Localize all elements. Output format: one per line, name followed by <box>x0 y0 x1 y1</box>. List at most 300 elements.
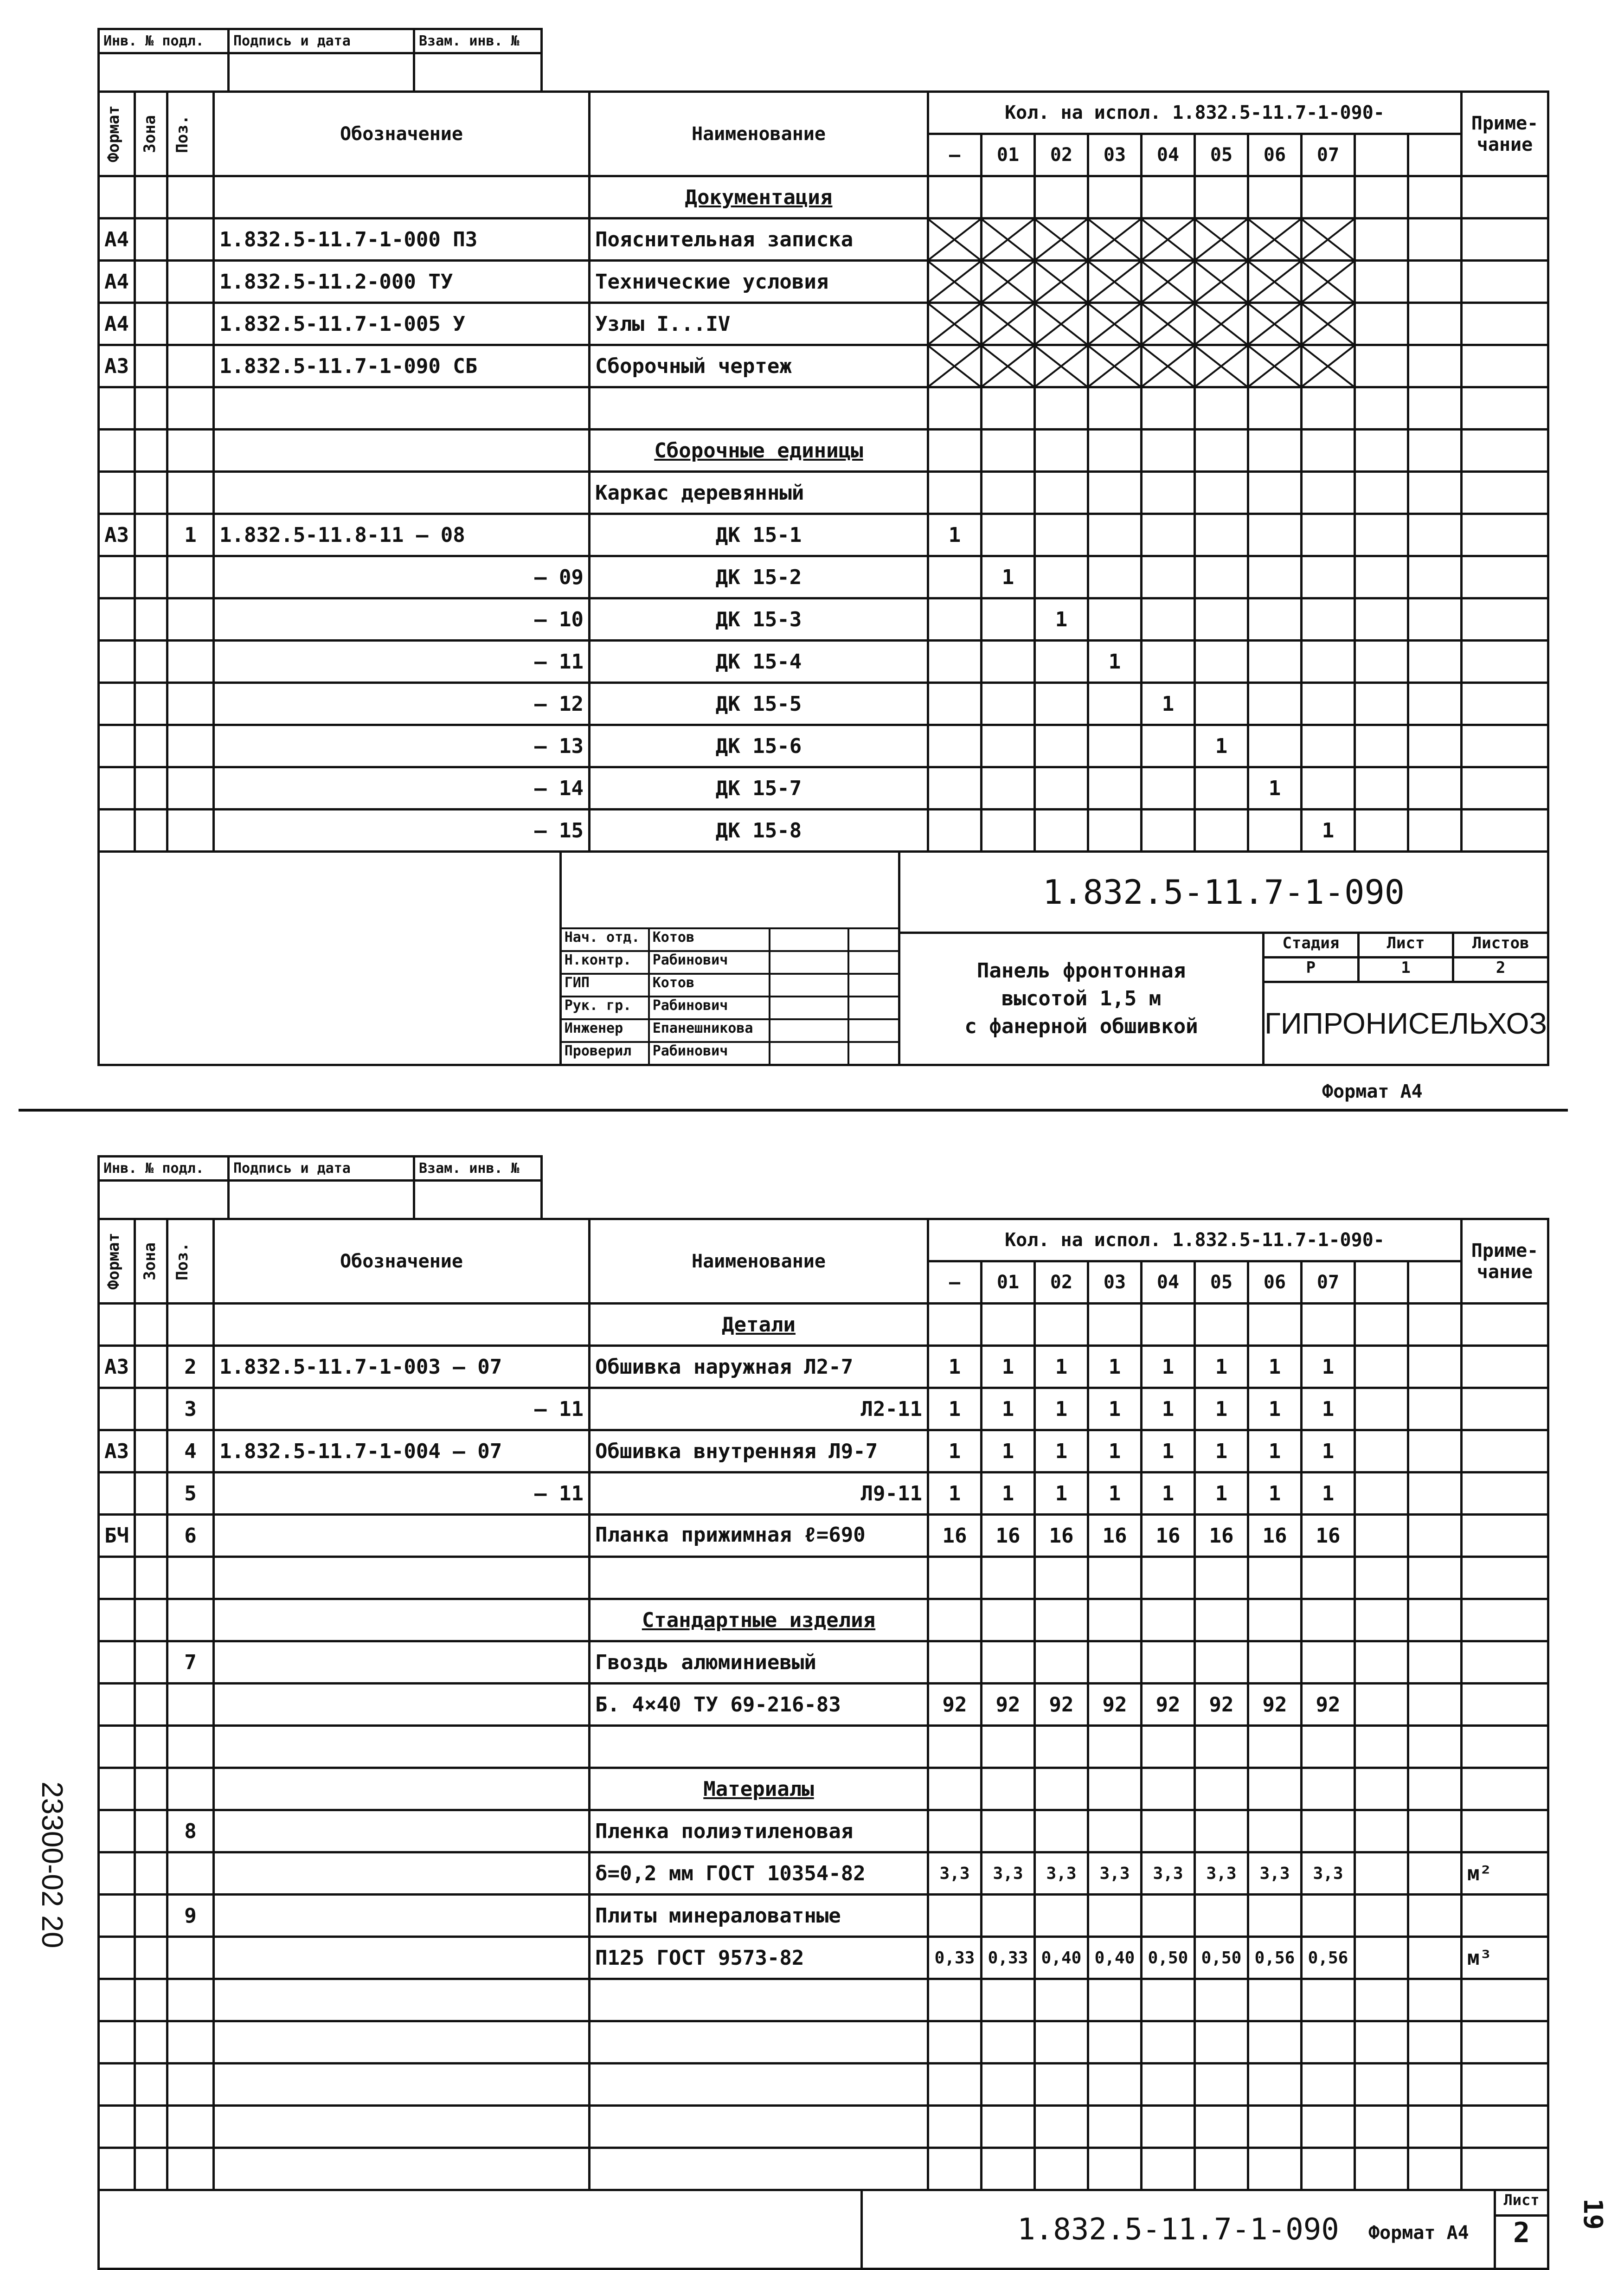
cell-qty <box>1088 387 1141 430</box>
cell-qty <box>1034 1557 1088 1599</box>
cell-qty <box>1301 345 1354 387</box>
cell-qty <box>1408 1979 1461 2021</box>
cell-qty <box>1408 2148 1461 2190</box>
stamp-vzam-2: Взам. инв. № <box>415 1158 540 1182</box>
cell-designation <box>213 1979 589 2021</box>
qty-col-header: 01 <box>981 1261 1034 1304</box>
cell-qty <box>1301 2064 1354 2106</box>
cell-zone <box>135 387 167 430</box>
cell-qty <box>1408 1895 1461 1937</box>
cell-format <box>99 2021 135 2064</box>
cell-note <box>1461 1810 1548 1852</box>
qty-col-header: 06 <box>1248 1261 1301 1304</box>
col-qty-title-2: Кол. на испол. 1.832.5-11.7-1-090- <box>928 1219 1461 1261</box>
sheets-value: 2 <box>1496 958 1506 977</box>
cell-qty: 1 <box>1248 767 1301 810</box>
table-row <box>99 1557 1548 1599</box>
cell-qty <box>1354 810 1408 852</box>
col-zone: Зона <box>135 92 167 176</box>
cell-qty <box>1301 472 1354 514</box>
cell-qty <box>1354 345 1408 387</box>
cell-qty <box>1194 1979 1248 2021</box>
signature-role: Проверил <box>562 1043 650 1064</box>
cell-zone <box>135 1346 167 1388</box>
cell-note <box>1461 1641 1548 1684</box>
cell-designation <box>213 1515 589 1557</box>
cell-qty <box>1408 810 1461 852</box>
cell-qty <box>1408 1557 1461 1599</box>
col-zone-2: Зона <box>135 1219 167 1304</box>
qty-col-header <box>1408 134 1461 176</box>
cell-name: Документация <box>589 176 928 219</box>
cell-qty <box>981 1979 1034 2021</box>
cell-qty <box>1141 2106 1194 2148</box>
col-pos-2: Поз. <box>167 1219 213 1304</box>
cell-qty: 1 <box>981 1430 1034 1473</box>
cell-qty: 1 <box>1248 1346 1301 1388</box>
cell-name <box>589 387 928 430</box>
signature-block <box>562 853 900 1064</box>
cell-note <box>1461 1346 1548 1388</box>
cell-qty <box>1354 303 1408 345</box>
cell-name: Сборочный чертеж <box>589 345 928 387</box>
cell-qty <box>1408 1852 1461 1895</box>
cell-qty <box>1354 1515 1408 1557</box>
cell-designation: 1.832.5-11.8-11 — 08 <box>213 514 589 556</box>
qty-col-header <box>1408 1261 1461 1304</box>
cell-note <box>1461 1768 1548 1810</box>
cell-note: м³ <box>1461 1937 1548 1979</box>
cell-qty: 1 <box>1034 1388 1088 1430</box>
cell-name: ДК 15-4 <box>589 641 928 683</box>
sheet-number-box <box>1496 2191 1547 2268</box>
col-pos: Поз. <box>167 92 213 176</box>
cell-format: А4 <box>99 219 135 261</box>
title-block-info <box>900 853 1547 1064</box>
cell-note <box>1461 725 1548 767</box>
cell-designation <box>213 2106 589 2148</box>
cell-qty <box>1408 1726 1461 1768</box>
cell-name: ДК 15-3 <box>589 598 928 641</box>
cell-qty <box>1088 261 1141 303</box>
table-row <box>99 176 1548 219</box>
signature-row <box>562 927 898 950</box>
cell-qty <box>1194 683 1248 725</box>
cell-qty <box>1248 1641 1301 1684</box>
qty-col-header: — <box>928 1261 981 1304</box>
cell-qty <box>1034 2148 1088 2190</box>
cell-qty <box>1034 472 1088 514</box>
cell-qty <box>1408 1768 1461 1810</box>
cell-designation: — 11 <box>213 1388 589 1430</box>
sheet-label: Лист <box>1360 934 1455 956</box>
signature-name: Котов <box>650 975 770 996</box>
cell-qty <box>1141 1810 1194 1852</box>
table-row <box>99 641 1548 683</box>
doc-title-line-3: с фанерной обшивкой <box>964 1015 1198 1038</box>
cell-qty <box>1408 641 1461 683</box>
qty-col-header: 07 <box>1301 134 1354 176</box>
cell-format <box>99 1684 135 1726</box>
cell-note <box>1461 1430 1548 1473</box>
cell-note <box>1461 556 1548 598</box>
cell-format <box>99 1557 135 1599</box>
cell-qty <box>1194 1599 1248 1641</box>
col-designation-2: Обозначение <box>213 1219 589 1304</box>
col-name: Наименование <box>589 92 928 176</box>
stamp-vzam: Взам. инв. № <box>415 30 540 54</box>
cell-qty <box>1194 345 1248 387</box>
cell-pos <box>167 1937 213 1979</box>
table-row <box>99 303 1548 345</box>
cell-qty <box>1141 514 1194 556</box>
signature-mark <box>770 975 849 996</box>
cell-qty <box>1248 810 1301 852</box>
cell-qty <box>1248 1304 1301 1346</box>
cell-zone <box>135 1388 167 1430</box>
cell-qty <box>928 683 981 725</box>
cell-qty <box>1301 2148 1354 2190</box>
cell-qty: 0,56 <box>1248 1937 1301 1979</box>
cell-format <box>99 1852 135 1895</box>
cell-zone <box>135 1430 167 1473</box>
sheet-value: 1 <box>1360 958 1455 981</box>
cell-designation <box>213 1937 589 1979</box>
qty-col-header <box>1354 134 1408 176</box>
cell-qty <box>1408 2106 1461 2148</box>
cell-qty <box>1034 767 1088 810</box>
cell-format <box>99 2148 135 2190</box>
signature-role: Н.контр. <box>562 952 650 973</box>
cell-qty <box>928 1304 981 1346</box>
cell-zone <box>135 1557 167 1599</box>
cell-qty <box>1301 2106 1354 2148</box>
cell-qty <box>1088 219 1141 261</box>
cell-note <box>1461 598 1548 641</box>
cell-qty <box>928 598 981 641</box>
cell-qty: 1 <box>1248 1473 1301 1515</box>
cell-qty <box>1141 219 1194 261</box>
cell-qty: 3,3 <box>928 1852 981 1895</box>
organization: ГИПРОНИСЕЛЬХОЗ <box>1265 1007 1547 1040</box>
cell-format <box>99 641 135 683</box>
cell-name: Пленка полиэтиленовая <box>589 1810 928 1852</box>
cell-qty <box>928 387 981 430</box>
cell-zone <box>135 767 167 810</box>
table-row <box>99 345 1548 387</box>
cell-qty <box>1034 430 1088 472</box>
cell-qty <box>1141 472 1194 514</box>
cell-qty <box>1301 1557 1354 1599</box>
cell-name <box>589 2106 928 2148</box>
cell-qty <box>981 303 1034 345</box>
cell-qty: 1 <box>928 514 981 556</box>
cell-qty: 1 <box>981 1388 1034 1430</box>
cell-pos: 8 <box>167 1810 213 1852</box>
cell-zone <box>135 1726 167 1768</box>
cell-qty <box>1194 2021 1248 2064</box>
cell-qty: 16 <box>1248 1515 1301 1557</box>
cell-qty <box>1088 725 1141 767</box>
cell-qty: 1 <box>1141 1388 1194 1430</box>
cell-qty <box>1034 2064 1088 2106</box>
cell-designation: 1.832.5-11.7-1-005 У <box>213 303 589 345</box>
cell-qty <box>1194 1810 1248 1852</box>
cell-qty <box>1354 641 1408 683</box>
cell-zone <box>135 1684 167 1726</box>
cell-qty <box>1141 1726 1194 1768</box>
cell-designation <box>213 1557 589 1599</box>
cell-qty <box>1141 1895 1194 1937</box>
cell-qty <box>1248 472 1301 514</box>
cell-qty <box>928 176 981 219</box>
cell-qty <box>1408 1430 1461 1473</box>
cell-designation: — 11 <box>213 1473 589 1515</box>
stage-label: Стадия <box>1265 934 1360 956</box>
cell-qty <box>1354 261 1408 303</box>
cell-qty <box>1194 641 1248 683</box>
cell-qty <box>1088 2064 1141 2106</box>
table-row <box>99 2106 1548 2148</box>
cell-qty <box>928 345 981 387</box>
cell-qty <box>1141 1557 1194 1599</box>
cell-zone <box>135 1979 167 2021</box>
qty-col-header: 04 <box>1141 134 1194 176</box>
cell-note <box>1461 683 1548 725</box>
cell-qty <box>1088 1557 1141 1599</box>
cell-qty <box>1088 1810 1141 1852</box>
cell-name <box>589 2064 928 2106</box>
cell-qty: 16 <box>1088 1515 1141 1557</box>
cell-qty <box>1194 514 1248 556</box>
cell-qty <box>1301 387 1354 430</box>
cell-designation: — 09 <box>213 556 589 598</box>
cell-format <box>99 2106 135 2148</box>
cell-qty <box>1301 1895 1354 1937</box>
cell-qty: 0,33 <box>981 1937 1034 1979</box>
cell-pos <box>167 556 213 598</box>
cell-qty <box>1141 725 1194 767</box>
cell-designation <box>213 430 589 472</box>
cell-note: м² <box>1461 1852 1548 1895</box>
cell-qty <box>1248 2148 1301 2190</box>
cell-qty <box>1301 1726 1354 1768</box>
cell-qty <box>1194 767 1248 810</box>
cell-qty: 1 <box>1301 1473 1354 1515</box>
cell-qty <box>1301 2021 1354 2064</box>
cell-qty <box>928 2148 981 2190</box>
doc-title-line-2: высотой 1,5 м <box>1001 987 1162 1010</box>
cell-qty <box>1248 598 1301 641</box>
cell-zone <box>135 219 167 261</box>
archive-stamp <box>97 28 543 93</box>
cell-qty <box>1088 1599 1141 1641</box>
signature-row <box>562 1041 898 1064</box>
doc-title-line-1: Панель фронтонная <box>976 959 1186 983</box>
table-row <box>99 219 1548 261</box>
cell-qty <box>981 683 1034 725</box>
cell-note <box>1461 2106 1548 2148</box>
col-format-2: Формат <box>99 1219 135 1304</box>
col-qty-title: Кол. на испол. 1.832.5-11.7-1-090- <box>928 92 1461 134</box>
cell-qty: 1 <box>1194 1388 1248 1430</box>
stage-value: Р <box>1265 958 1360 981</box>
cell-qty: 16 <box>1141 1515 1194 1557</box>
cell-qty <box>981 176 1034 219</box>
cell-designation <box>213 2021 589 2064</box>
cell-qty <box>1354 1979 1408 2021</box>
cell-zone <box>135 683 167 725</box>
cell-qty: 1 <box>928 1388 981 1430</box>
cell-qty <box>928 219 981 261</box>
cell-note <box>1461 430 1548 472</box>
cell-qty <box>981 345 1034 387</box>
title-block-2-blank <box>100 2191 863 2268</box>
qty-col-header <box>1354 1261 1408 1304</box>
cell-qty <box>981 430 1034 472</box>
cell-pos <box>167 303 213 345</box>
cell-name: Технические условия <box>589 261 928 303</box>
cell-qty <box>1034 345 1088 387</box>
cell-note <box>1461 1599 1548 1641</box>
cell-zone <box>135 1304 167 1346</box>
cell-qty <box>1354 683 1408 725</box>
cell-note <box>1461 219 1548 261</box>
cell-qty <box>1408 219 1461 261</box>
cell-qty <box>1354 1599 1408 1641</box>
cell-qty <box>1034 303 1088 345</box>
cell-pos <box>167 1979 213 2021</box>
cell-qty <box>1088 1641 1141 1684</box>
cell-qty <box>928 1641 981 1684</box>
cell-qty: 16 <box>981 1515 1034 1557</box>
cell-qty <box>1194 810 1248 852</box>
cell-qty <box>981 514 1034 556</box>
cell-qty: 1 <box>1301 1346 1354 1388</box>
cell-qty <box>1088 683 1141 725</box>
cell-qty <box>928 430 981 472</box>
cell-name: ДК 15-5 <box>589 683 928 725</box>
cell-qty <box>1194 1895 1248 1937</box>
archive-stamp-2 <box>97 1155 543 1220</box>
cell-qty <box>981 1557 1034 1599</box>
cell-designation: — 10 <box>213 598 589 641</box>
cell-designation: — 13 <box>213 725 589 767</box>
cell-pos: 4 <box>167 1430 213 1473</box>
cell-pos: 5 <box>167 1473 213 1515</box>
cell-qty <box>981 1895 1034 1937</box>
cell-note <box>1461 810 1548 852</box>
cell-zone <box>135 1641 167 1684</box>
cell-qty <box>1194 1726 1248 1768</box>
signature-mark <box>770 1020 849 1041</box>
table-row <box>99 1684 1548 1726</box>
cell-qty <box>1141 598 1194 641</box>
cell-qty <box>1034 387 1088 430</box>
cell-qty <box>1088 2148 1141 2190</box>
cell-qty <box>1194 303 1248 345</box>
cell-zone <box>135 345 167 387</box>
cell-qty <box>1034 2106 1088 2148</box>
cell-format <box>99 2064 135 2106</box>
cell-pos <box>167 1852 213 1895</box>
cell-qty <box>1088 2106 1141 2148</box>
cell-qty <box>1354 1641 1408 1684</box>
cell-name <box>589 2021 928 2064</box>
cell-qty: 1 <box>1088 1430 1141 1473</box>
cell-qty <box>1194 472 1248 514</box>
signature-role: Нач. отд. <box>562 929 650 950</box>
cell-qty: 3,3 <box>1141 1852 1194 1895</box>
cell-qty <box>1194 387 1248 430</box>
cell-qty <box>1248 261 1301 303</box>
table-row <box>99 1852 1548 1895</box>
cell-qty <box>1248 683 1301 725</box>
cell-qty: 1 <box>1141 1346 1194 1388</box>
table-row <box>99 1473 1548 1515</box>
table-row <box>99 1346 1548 1388</box>
cell-format <box>99 1726 135 1768</box>
cell-note <box>1461 345 1548 387</box>
format-label-1: Формат А4 <box>1322 1081 1423 1102</box>
cell-note <box>1461 1388 1548 1430</box>
qty-col-header: 06 <box>1248 134 1301 176</box>
cell-qty <box>1248 2021 1301 2064</box>
qty-col-header: 03 <box>1088 134 1141 176</box>
cell-qty <box>1301 725 1354 767</box>
cell-format <box>99 683 135 725</box>
cell-name: Плиты минераловатные <box>589 1895 928 1937</box>
cell-qty <box>1354 472 1408 514</box>
cell-qty <box>1354 1346 1408 1388</box>
cell-qty <box>1354 430 1408 472</box>
table-row <box>99 1937 1548 1979</box>
cell-name: Узлы I...IV <box>589 303 928 345</box>
signature-name: Епанешникова <box>650 1020 770 1041</box>
cell-qty <box>1141 176 1194 219</box>
cell-pos <box>167 1557 213 1599</box>
cell-qty <box>1408 767 1461 810</box>
cell-qty <box>1408 303 1461 345</box>
cell-qty: 92 <box>1088 1684 1141 1726</box>
cell-note <box>1461 387 1548 430</box>
cell-qty <box>1248 219 1301 261</box>
cell-qty <box>1408 2021 1461 2064</box>
signature-row <box>562 996 898 1018</box>
cell-qty <box>1034 219 1088 261</box>
spec-body-1 <box>99 176 1548 852</box>
table-row <box>99 1768 1548 1810</box>
cell-qty <box>1354 2064 1408 2106</box>
cell-qty <box>1301 1599 1354 1641</box>
cell-qty: 3,3 <box>1088 1852 1141 1895</box>
cell-qty <box>928 1979 981 2021</box>
cell-name: Детали <box>589 1304 928 1346</box>
cell-zone <box>135 1937 167 1979</box>
cell-format <box>99 1304 135 1346</box>
signature-name: Котов <box>650 929 770 950</box>
cell-qty: 1 <box>1194 1346 1248 1388</box>
cell-qty: 1 <box>1088 1473 1141 1515</box>
cell-qty <box>1034 641 1088 683</box>
cell-qty: 1 <box>928 1473 981 1515</box>
cell-qty <box>1034 1304 1088 1346</box>
cell-format <box>99 725 135 767</box>
cell-zone <box>135 1810 167 1852</box>
cell-qty: 0,40 <box>1088 1937 1141 1979</box>
table-row <box>99 1726 1548 1768</box>
cell-qty <box>981 1304 1034 1346</box>
